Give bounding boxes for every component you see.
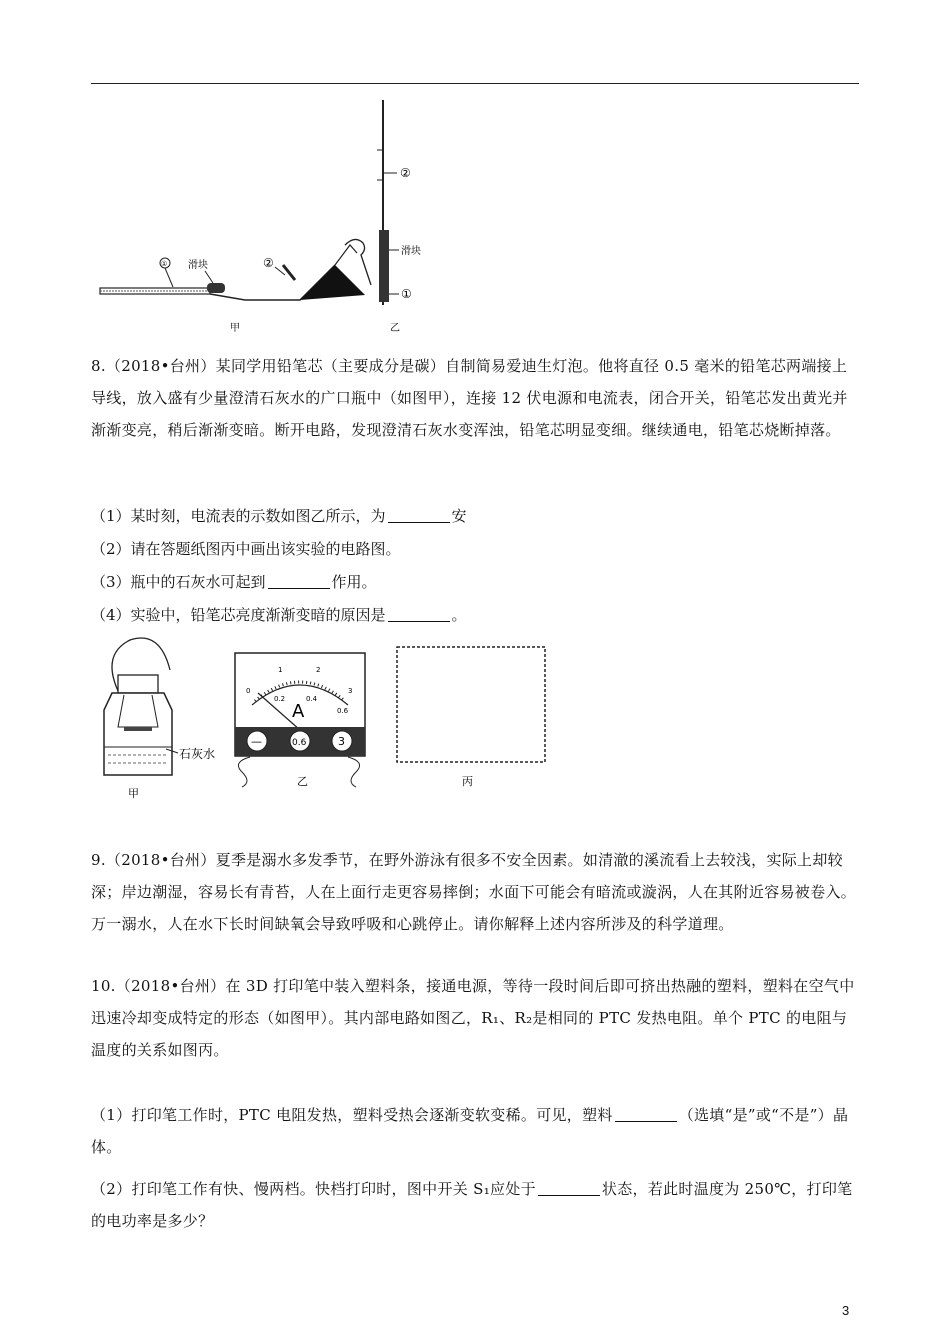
label-mark-1-yi: ①: [401, 287, 412, 301]
label-yi: 乙: [297, 775, 308, 788]
scale-bottom-0: 0.2: [274, 695, 286, 703]
q9-number: 9.: [91, 851, 106, 869]
q8-sub2-text: （2）请在答题纸图丙中画出该实验的电路图。: [91, 540, 401, 558]
label-mark-2-jia: ②: [263, 256, 274, 270]
slider-ramp-figure: [95, 95, 435, 335]
q10-sub2: [91, 1173, 861, 1237]
q10-sub1-text: （1）打印笔工作时，PTC 电阻发热，塑料受热会逐渐变软变稀。可见，塑料: [91, 1106, 613, 1124]
svg-text:0.6: 0.6: [292, 738, 307, 748]
label-yi-top: 乙: [390, 323, 400, 334]
q8-sub3-post: 作用。: [331, 573, 377, 591]
scale-top-3: 3: [348, 687, 353, 695]
label-slider-yi: 滑块: [401, 246, 421, 257]
answer-blank[interactable]: [268, 574, 330, 589]
header-rule: [91, 83, 859, 84]
incline-board: [300, 265, 365, 300]
q10-sub2-text: （2）打印笔工作有快、慢两档。快档打印时，图中开关 S₁应处于: [91, 1180, 536, 1198]
scale-top-1: 1: [278, 666, 283, 674]
q8-sub4-post: 。: [451, 606, 467, 624]
answer-blank[interactable]: [388, 607, 450, 622]
q10-sub1: [91, 1099, 861, 1163]
ammeter-symbol: A: [292, 701, 305, 722]
q8-source: （2018•台州）: [105, 357, 216, 375]
drawing-box: [397, 647, 545, 762]
q8-sub1-unit: 安: [451, 507, 467, 525]
q10-number: 10.: [91, 977, 116, 995]
scale-top-0: 0: [246, 687, 251, 695]
page-number: 3: [842, 1303, 850, 1318]
scale-bottom-1: 0.4: [306, 695, 318, 703]
q8-number: 8.: [91, 357, 106, 375]
answer-blank[interactable]: [388, 508, 450, 523]
q8-sub4-text: （4）实验中，铅笔芯亮度渐渐变暗的原因是: [91, 606, 386, 624]
q8-text: 某同学用铅笔芯（主要成分是碳）自制简易爱迪生灯泡。他将直径 0.5 毫米的铅笔芯两端接上导线，放入盛有少量澄清石灰水的广口瓶中（如图甲），连接 12 伏电源和电流表，闭合开关，铅笔芯发出黄光并渐渐变亮，稍后渐渐变暗。断开电路，发现澄清石灰水变浑浊，铅笔芯明显变细。继续通电，铅笔芯烧断掉落。: [91, 357, 848, 439]
q8-sub1: [91, 505, 467, 526]
wide-mouth-bottle: [104, 638, 178, 775]
q8-sub1-text: （1）某时刻，电流表的示数如图乙所示，为: [91, 507, 386, 525]
q9-source: （2018•台州）: [105, 851, 216, 869]
label-mark-2-yi: ②: [400, 166, 411, 180]
q9-stem: [91, 844, 861, 940]
label-jia-top: 甲: [230, 323, 240, 334]
q10-sub1-post: （选填“是”或“不是”）晶体。: [91, 1106, 849, 1156]
scale-top-2: 2: [316, 666, 321, 674]
label-slider-jia: 滑块: [188, 260, 208, 271]
label-mark-1-jia: ①: [161, 260, 168, 268]
answer-blank[interactable]: [615, 1107, 677, 1122]
q9-text: 夏季是溺水多发季节，在野外游泳有很多不安全因素。如清澈的溪流看上去较浅，实际上却较深；岸边潮湿，容易长有青苔，人在上面行走更容易摔倒；水面下可能会有暗流或漩涡，人在其附近容易被卷入。万一溺水，人在水下长时间缺氧会导致呼吸和心跳停止。请你解释上述内容所涉及的科学道理。: [91, 851, 857, 933]
svg-text:—: —: [251, 735, 262, 748]
q8-sub4: [91, 604, 467, 625]
q8-sub3-text: （3）瓶中的石灰水可起到: [91, 573, 266, 591]
answer-blank[interactable]: [538, 1181, 600, 1196]
q8-figure: [90, 635, 560, 825]
q8-stem: [91, 350, 861, 446]
q8-sub2: [91, 538, 401, 559]
ammeter: [235, 653, 365, 787]
q8-sub3: [91, 571, 377, 592]
q10-text: 在 3D 打印笔中装入塑料条，接通电源，等待一段时间后即可挤出热融的塑料，塑料在空气中迅速冷却变成特定的形态（如图甲）。其内部电路如图乙，R₁、R₂是相同的 PTC 发热电阻。单个 PTC 的电阻与温度的关系如图丙。: [91, 977, 855, 1059]
q10-source: （2018•台州）: [115, 977, 226, 995]
slider-stack: [379, 230, 389, 302]
scale-bottom-2: 0.6: [337, 707, 349, 715]
q10-sub2-post: 状态，若此时温度为 250℃，打印笔的电功率是多少？: [91, 1180, 853, 1230]
slider-block: [207, 283, 225, 293]
label-jia: 甲: [128, 787, 139, 800]
svg-text:3: 3: [338, 735, 345, 748]
q10-stem: [91, 970, 861, 1066]
label-limewater: 石灰水: [179, 747, 216, 761]
label-bing: 丙: [462, 775, 473, 788]
